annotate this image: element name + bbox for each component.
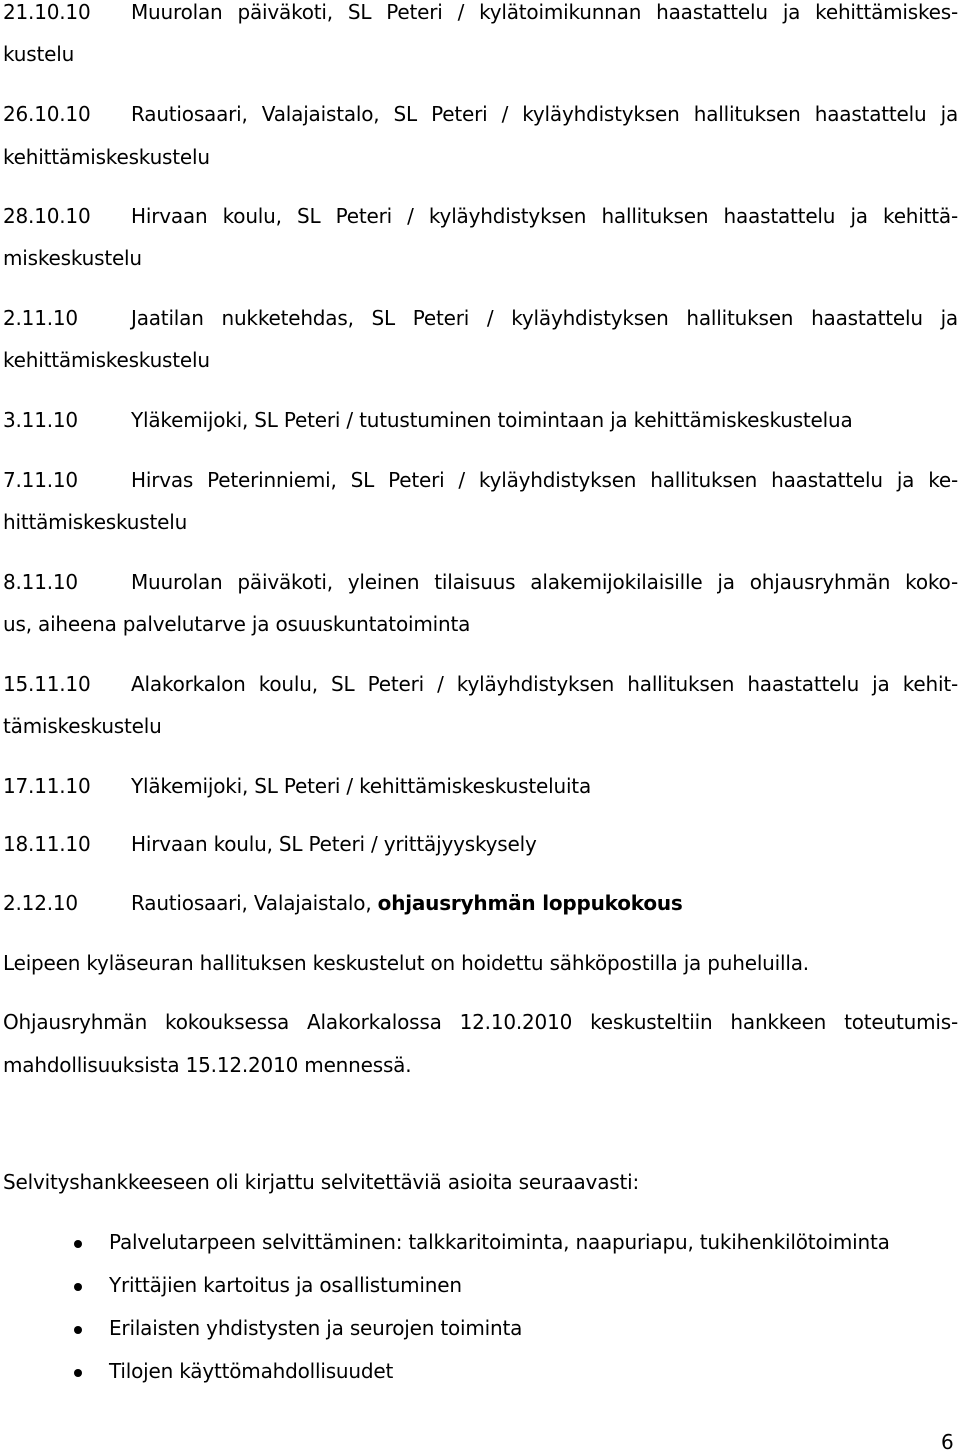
entry-date: 15.11.10	[3, 672, 91, 696]
entry-text: Rautiosaari, Valajaistalo, SL Peteri / kyläyhdistyksen hallituksen haastattelu ja	[131, 102, 958, 126]
entry-date: 21.10.10	[3, 0, 91, 24]
entry-text: Alakorkalon koulu, SL Peteri / kyläyhdistyksen hallituksen haastattelu ja kehit-	[131, 672, 958, 696]
schedule-entry-line	[3, 306, 958, 330]
entry-text: Muurolan päiväkoti, yleinen tilaisuus alakemijokilaisille ja ohjausryhmän koko-	[131, 570, 958, 594]
entry-date: 28.10.10	[3, 204, 91, 228]
list-item-text: Tilojen käyttömahdollisuudet	[109, 1359, 394, 1383]
schedule-entry-line	[3, 0, 958, 24]
entry-text: Hirvaan koulu, SL Peteri / kyläyhdistyksen hallituksen haastattelu ja kehittä-	[131, 204, 958, 228]
entry-text: Hirvas Peterinniemi, SL Peteri / kyläyhdistyksen hallituksen haastattelu ja ke-	[131, 468, 958, 492]
entry-date: 7.11.10	[3, 468, 78, 492]
bullet-icon	[74, 1283, 82, 1291]
schedule-entry-continuation: tämiskeskustelu	[3, 714, 162, 738]
schedule-entry-continuation: kustelu	[3, 42, 75, 66]
entry-date: 17.11.10	[3, 774, 91, 798]
schedule-entry-line	[3, 832, 537, 856]
schedule-entry-line	[3, 891, 683, 915]
entry-text: Jaatilan nukketehdas, SL Peteri / kyläyhdistyksen hallituksen haastattelu ja	[131, 306, 958, 330]
entry-text: Hirvaan koulu, SL Peteri / yrittäjyyskysely	[131, 832, 537, 856]
entry-text: Rautiosaari, Valajaistalo,	[131, 891, 378, 915]
schedule-entry-line	[3, 408, 853, 432]
paragraph-leipee: Leipeen kyläseuran hallituksen keskustelut on hoidettu sähköpostilla ja puheluilla.	[3, 951, 809, 975]
schedule-entry-line	[3, 102, 958, 126]
entry-date: 18.11.10	[3, 832, 91, 856]
schedule-entry-continuation: kehittämiskeskustelu	[3, 145, 210, 169]
schedule-entry-line	[3, 468, 958, 492]
page-number: 6	[941, 1430, 954, 1454]
schedule-entry-continuation: us, aiheena palvelutarve ja osuuskuntatoiminta	[3, 612, 471, 636]
entry-date: 2.12.10	[3, 891, 78, 915]
schedule-entry-continuation: hittämiskeskustelu	[3, 510, 188, 534]
bullet-icon	[74, 1326, 82, 1334]
bullet-icon	[74, 1369, 82, 1377]
schedule-entry-continuation: miskeskustelu	[3, 246, 142, 270]
bullet-icon	[74, 1240, 82, 1248]
entry-text: Muurolan päiväkoti, SL Peteri / kylätoimikunnan haastattelu ja kehittämiskes-	[131, 0, 958, 24]
entry-text: Yläkemijoki, SL Peteri / tutustuminen toimintaan ja kehittämiskeskustelua	[131, 408, 853, 432]
schedule-entry-line	[3, 672, 958, 696]
paragraph-ohjaus-line2: mahdollisuuksista 15.12.2010 mennessä.	[3, 1053, 412, 1077]
entry-date: 2.11.10	[3, 306, 78, 330]
schedule-entry-line	[3, 570, 958, 594]
list-item-text: Yrittäjien kartoitus ja osallistuminen	[109, 1273, 462, 1297]
paragraph-selvitys: Selvityshankkeeseen oli kirjattu selvitettäviä asioita seuraavasti:	[3, 1170, 640, 1194]
schedule-entry-continuation: kehittämiskeskustelu	[3, 348, 210, 372]
schedule-entry-line	[3, 204, 958, 228]
entry-text: Yläkemijoki, SL Peteri / kehittämiskeskusteluita	[131, 774, 592, 798]
list-item-text: Palvelutarpeen selvittäminen: talkkaritoiminta, naapuriapu, tukihenkilötoiminta	[109, 1230, 890, 1254]
entry-date: 8.11.10	[3, 570, 78, 594]
entry-date: 3.11.10	[3, 408, 78, 432]
list-item-text: Erilaisten yhdistysten ja seurojen toiminta	[109, 1316, 523, 1340]
entry-text-bold: ohjausryhmän loppukokous	[377, 891, 683, 915]
schedule-entry-line	[3, 774, 591, 798]
paragraph-ohjaus-line1: Ohjausryhmän kokouksessa Alakorkalossa 12.10.2010 keskusteltiin hankkeen toteutumis-	[3, 1010, 958, 1034]
entry-date: 26.10.10	[3, 102, 91, 126]
